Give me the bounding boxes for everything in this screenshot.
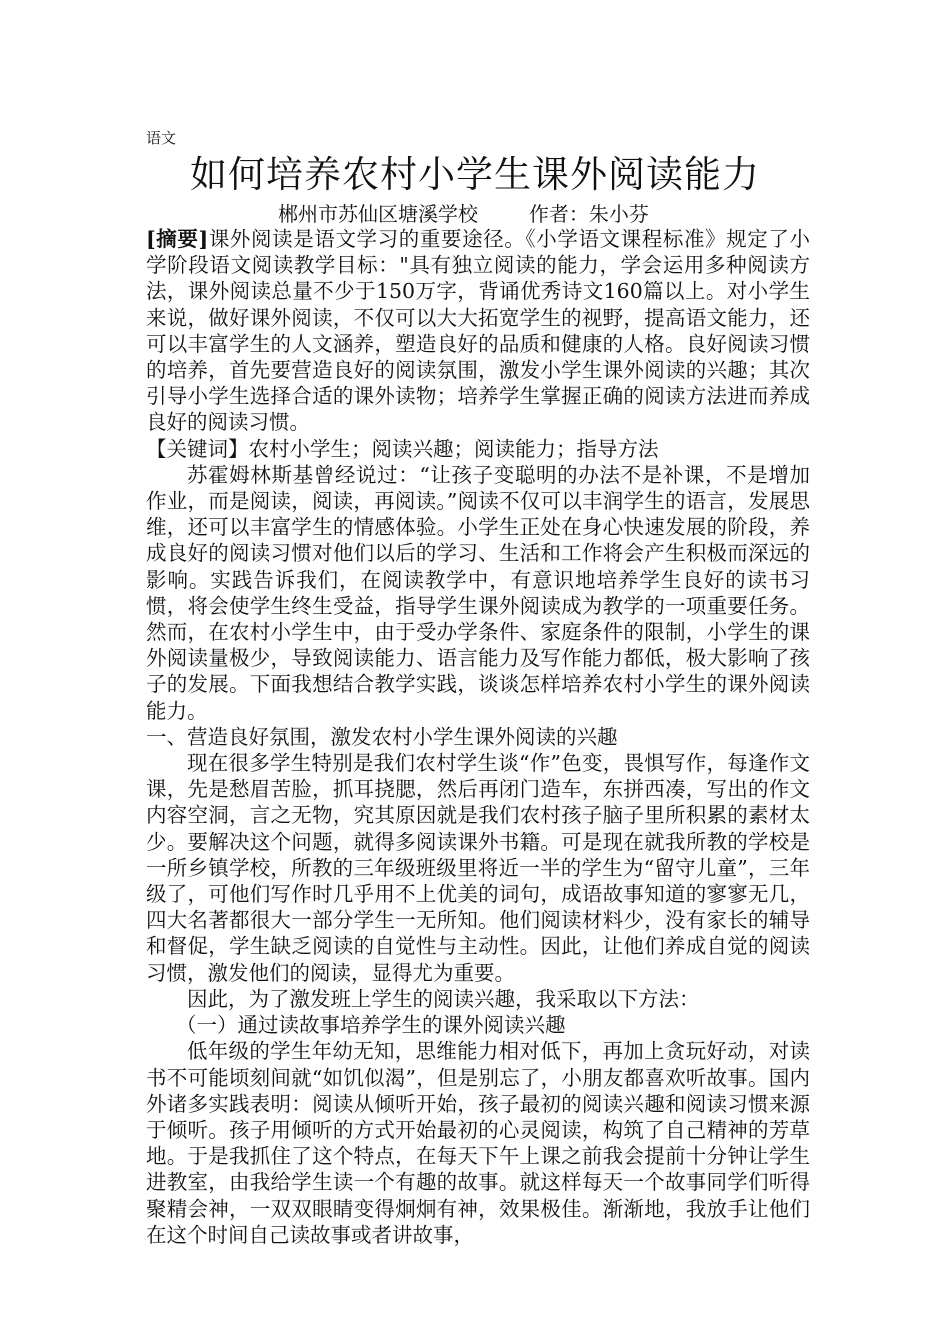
abstract-text: 课外阅读是语文学习的重要途径。《小学语文课程标准》规定了小学阶段语文阅读教学目标："具有独立阅读的能力，学会运用多种阅读方法，课外阅读总量不少于150万字，背诵优秀诗文160篇以上。对小学生来说，做好课外阅读，不仅可以大大拓宽学生的视野，提高语文能力，还可以丰富学生的人文涵养，塑造良好的品质和健康的人格。良好阅读习惯的培养，首先要营造良好的阅读氛围，激发小学生课外阅读的兴趣；其次引导小学生选择合适的课外读物；培养学生掌握正确的阅读方法进而养成良好的阅读习惯。 <box>146 227 810 435</box>
author-name: 作者：朱小芬 <box>528 202 649 226</box>
paragraph-1: 现在很多学生特别是我们农村学生谈“作”色变，畏惧写作，每逢作文课，先是愁眉苦脸，抓耳挠腮，然后再闭门造车，东拼西凑，写出的作文内容空洞，言之无物，究其原因就是我们农村孩子脑子里所积累的素材太少。要解决这个问题，就得多阅读课外书籍。可是现在就我所教的学校是一所乡镇学校，所教的三年级班级里将近一半的学生为“留守儿童”，三年级了，可他们写作时几乎用不上优美的词句，成语故事知道的寥寥无几，四大名著都很大一部分学生一无所知。他们阅读材料少，没有家长的辅导和督促，学生缺乏阅读的自觉性与主动性。因此，让他们养成自觉的阅读习惯，激发他们的阅读，显得尤为重要。 <box>146 751 810 985</box>
page-title: 如何培养农村小学生课外阅读能力 <box>190 153 760 196</box>
section-heading-1: 一、营造良好氛围，激发农村小学生课外阅读的兴趣 <box>146 724 618 749</box>
keywords: 【关键词】农村小学生；阅读兴趣；阅读能力；指导方法 <box>146 436 659 461</box>
paragraph-3: 低年级的学生年幼无知，思维能力相对低下，再加上贪玩好动，对读书不可能顷刻间就“如饥似渴”，但是别忘了，小朋友都喜欢听故事。国内外诸多实践表明：阅读从倾听开始，孩子最初的阅读兴趣和阅读习惯来源于倾听。孩子用倾听的方式开始最初的心灵阅读，构筑了自己精神的芳草地。于是我抓住了这个特点，在每天下午上课之前我会提前十分钟让学生进教室，由我给学生读一个有趣的故事。就这样每天一个故事同学们听得聚精会神，一双双眼睛变得炯炯有神，效果极佳。渐渐地，我放手让他们在这个时间自己读故事或者讲故事， <box>146 1039 810 1247</box>
abstract-label: [摘要] <box>146 227 209 251</box>
school-name: 郴州市苏仙区塘溪学校 <box>278 202 478 226</box>
article-body <box>146 226 810 1248</box>
subject-header: 语文 <box>146 129 177 147</box>
byline <box>278 200 649 228</box>
intro-paragraph: 苏霍姆林斯基曾经说过：“让孩子变聪明的办法不是补课，不是增加作业，而是阅读，阅读，再阅读。”阅读不仅可以丰润学生的语言，发展思维，还可以丰富学生的情感体验。小学生正处在身心快速发展的阶段，养成良好的阅读习惯对他们以后的学习、生活和工作将会产生积极而深远的影响。实践告诉我们，在阅读教学中，有意识地培养学生良好的读书习惯，将会使学生终生受益，指导学生课外阅读成为教学的一项重要任务。然而，在农村小学生中，由于受办学条件、家庭条件的限制，小学生的课外阅读量极少，导致阅读能力、语言能力及写作能力都低，极大影响了孩子的发展。下面我想结合教学实践，谈谈怎样培养农村小学生的课外阅读能力。 <box>146 462 810 723</box>
paragraph-2: 因此，为了激发班上学生的阅读兴趣，我采取以下方法： <box>187 986 700 1011</box>
subsection-heading-1: （一）通过读故事培养学生的课外阅读兴趣 <box>176 1013 566 1038</box>
abstract <box>146 226 810 436</box>
